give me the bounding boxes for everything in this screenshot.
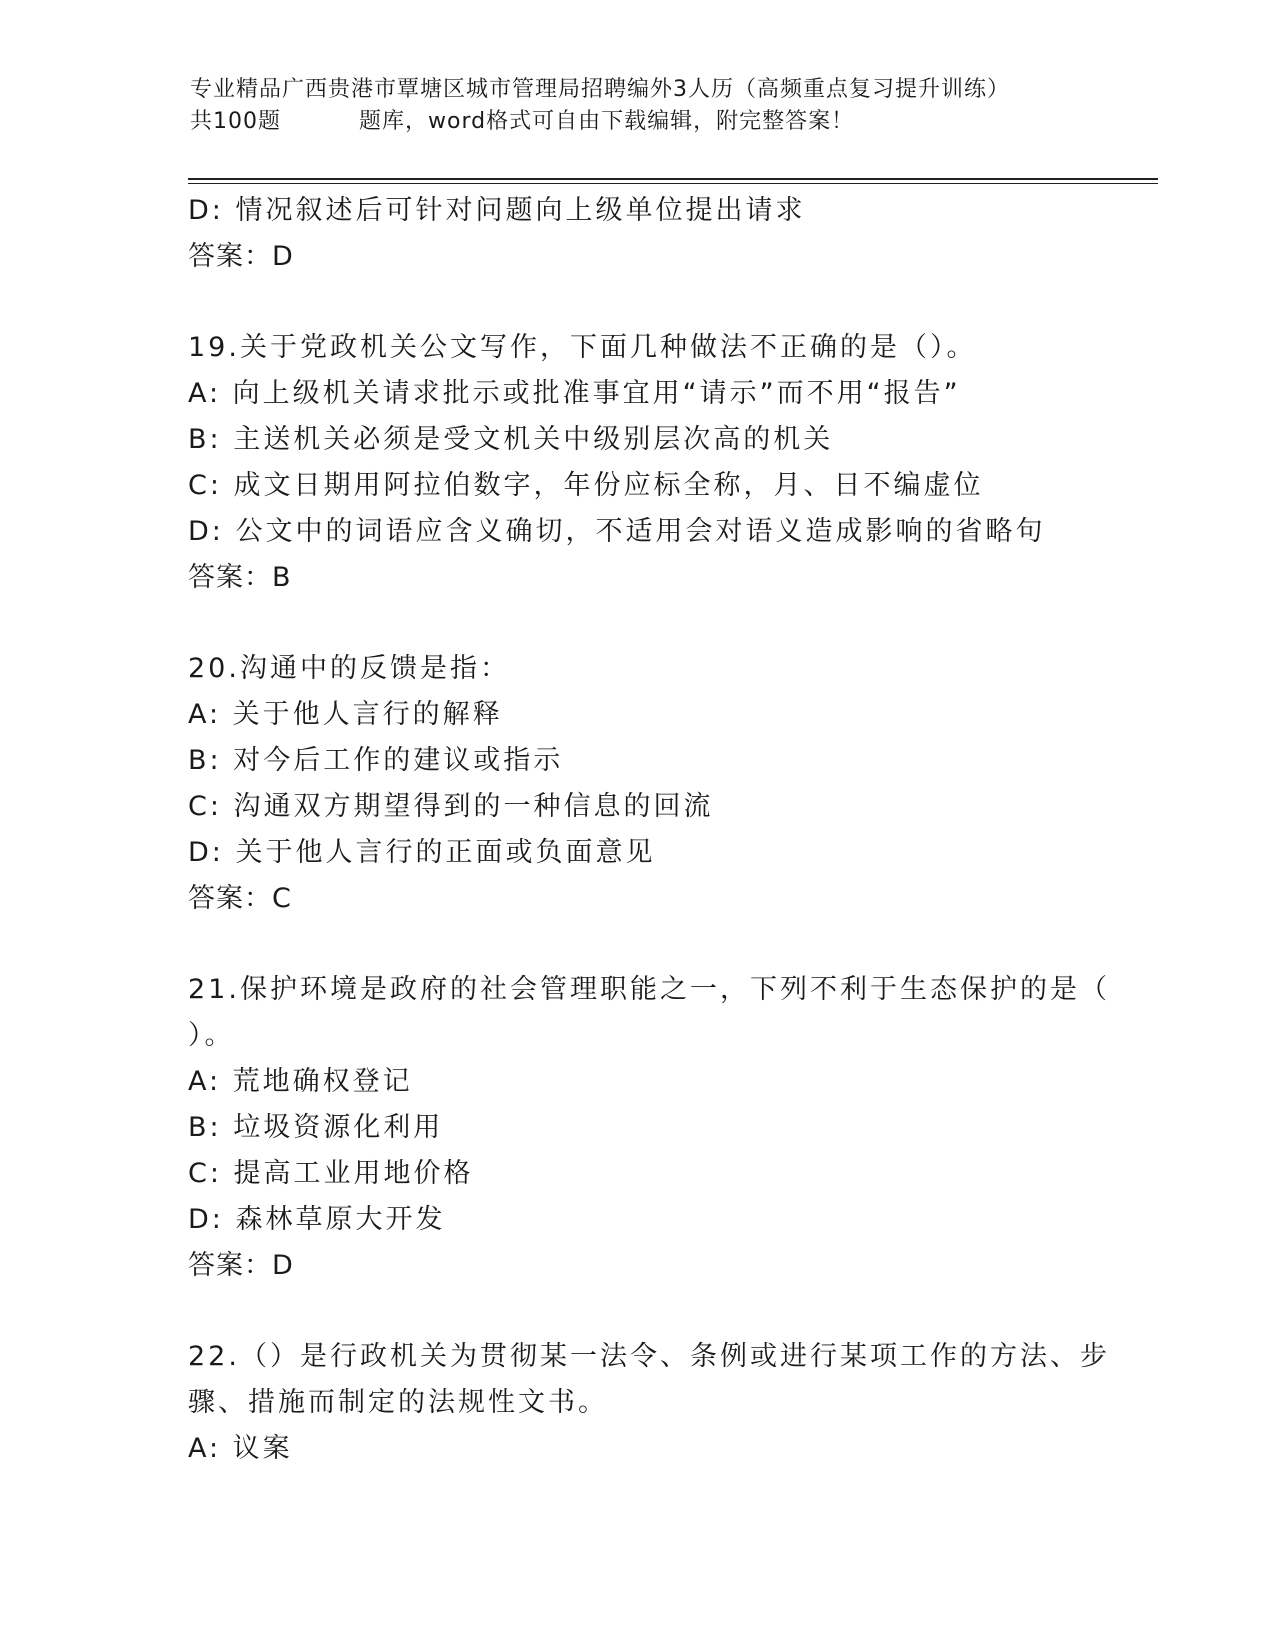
header-rule-thin xyxy=(188,183,1158,184)
option-d: D: 公文中的词语应含义确切，不适用会对语义造成影响的省略句 xyxy=(188,516,1046,547)
option-a: A: 荒地确权登记 xyxy=(188,1066,413,1097)
question-stem: 21.保护环境是政府的社会管理职能之一，下列不利于生态保护的是（ xyxy=(188,974,1110,1005)
header-question-count: 共100题 xyxy=(190,109,281,134)
header-title-line: 专业精品广西贵港市覃塘区城市管理局招聘编外3人历（高频重点复习提升训练） xyxy=(190,77,1010,102)
header-description: 题库，word格式可自由下载编辑，附完整答案！ xyxy=(359,109,855,134)
question-22 xyxy=(188,1334,1110,1472)
answer-line: 答案：D xyxy=(188,1250,294,1281)
question-stem: 19.关于党政机关公文写作，下面几种做法不正确的是（）。 xyxy=(188,332,977,363)
question-stem-continued: ）。 xyxy=(188,1020,235,1051)
answer-line: 答案：C xyxy=(188,883,292,914)
option-d: D: 森林草原大开发 xyxy=(188,1204,446,1235)
question-stem: 20.沟通中的反馈是指： xyxy=(188,653,510,684)
option-d: D: 情况叙述后可针对问题向上级单位提出请求 xyxy=(188,195,806,226)
question-stem: 22.（）是行政机关为贯彻某一法令、条例或进行某项工作的方法、步 xyxy=(188,1341,1110,1372)
option-c: C: 沟通双方期望得到的一种信息的回流 xyxy=(188,791,714,822)
option-d: D: 关于他人言行的正面或负面意见 xyxy=(188,837,656,868)
header-subtitle-line xyxy=(190,106,1150,138)
option-a: A: 向上级机关请求批示或批准事宜用“请示”而不用“报告” xyxy=(188,378,961,409)
option-b: B: 对今后工作的建议或指示 xyxy=(188,745,564,776)
question-stem-continued: 骤、措施而制定的法规性文书。 xyxy=(188,1387,608,1418)
option-b: B: 主送机关必须是受文机关中级别层次高的机关 xyxy=(188,424,834,455)
option-c: C: 提高工业用地价格 xyxy=(188,1158,474,1189)
question-list xyxy=(188,188,1110,1472)
option-b: B: 垃圾资源化利用 xyxy=(188,1112,444,1143)
option-a: A: 议案 xyxy=(188,1433,293,1464)
question-20 xyxy=(188,646,1088,922)
answer-line: 答案：B xyxy=(188,562,292,593)
question-19 xyxy=(188,325,1088,601)
page-header xyxy=(190,74,1150,138)
answer-line: 答案：D xyxy=(188,241,294,272)
question-21 xyxy=(188,967,1110,1289)
option-c: C: 成文日期用阿拉伯数字，年份应标全称，月、日不编虚位 xyxy=(188,470,984,501)
option-a: A: 关于他人言行的解释 xyxy=(188,699,503,730)
header-rule-thick xyxy=(188,178,1158,180)
